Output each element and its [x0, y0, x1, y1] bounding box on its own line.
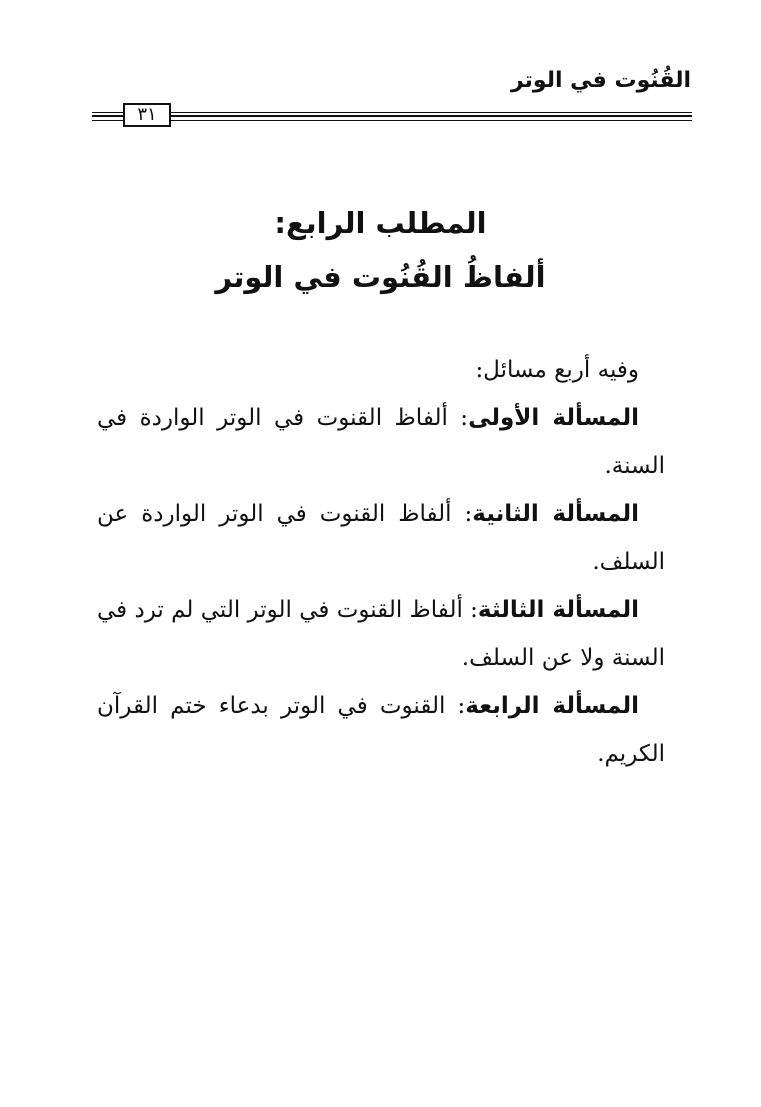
issue-text: : ألفاظ القنوت في الوتر التي لم ترد في السنة ولا عن السلف.	[96, 597, 665, 671]
issue-text: : ألفاظ القنوت في الوتر الواردة عن السلف.	[97, 501, 665, 575]
issue-paragraph	[97, 682, 665, 778]
issue-label: المسألة الأولى	[468, 405, 639, 431]
header-rule-line	[92, 120, 692, 121]
issue-paragraph	[97, 586, 665, 682]
issue-text: : القنوت في الوتر بدعاء ختم القرآن الكريم.	[97, 693, 665, 767]
section-heading	[0, 196, 761, 304]
page-number: ٣١	[123, 103, 171, 127]
header-rule-line	[92, 112, 692, 113]
issue-label: المسألة الثالثة	[477, 597, 639, 623]
body-text	[97, 346, 665, 778]
running-header-title: القُنُوت في الوتر	[510, 68, 691, 93]
issue-label: المسألة الرابعة	[465, 693, 639, 719]
issue-text: : ألفاظ القنوت في الوتر الواردة في السنة.	[97, 405, 665, 479]
intro-line: وفيه أربع مسائل:	[475, 357, 639, 383]
section-heading-line-1: المطلب الرابع:	[274, 206, 487, 240]
issue-label: المسألة الثانية	[472, 501, 640, 527]
section-heading-line-2: ألفاظُ القُنُوت في الوتر	[215, 260, 546, 294]
issue-paragraph	[97, 490, 665, 586]
header-rule-line	[92, 115, 692, 117]
issue-paragraph	[97, 394, 665, 490]
header-rule	[92, 111, 692, 123]
